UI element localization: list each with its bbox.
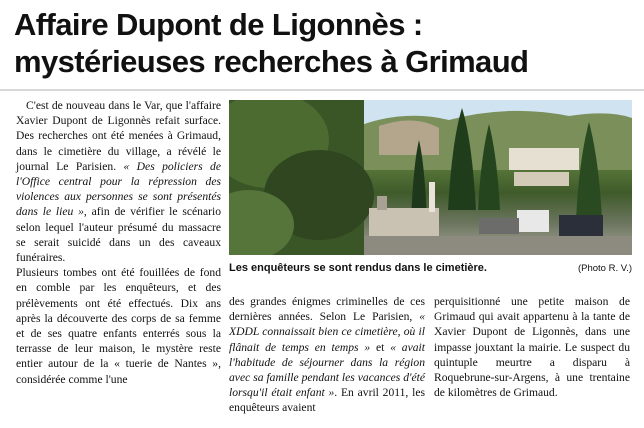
headline-line-2: mystérieuses recherches à Grimaud: [14, 44, 529, 79]
paragraph-3: [229, 294, 425, 416]
headline: [14, 6, 634, 80]
paragraph-2: Plusieurs tombes ont été fouillées de fond en comble par les enquêteurs, et des prélèvements ont été effectués. Dix ans après la découverte des corps de sa femme et de ses quatre enfants enterrés sous la terrasse de leur maison, le mystère reste entier autour de la « tuerie de Nantes », considérée comme l'une: [16, 266, 221, 386]
paragraph-1-text-a: C'est de nouveau dans le Var, que l'affaire Xavier Dupont de Ligonnès refait surface. Des recherches ont été menées à Grimaud, dans le cimetière du village, a révélé le journal Le Parisien.: [16, 99, 221, 173]
caption-text: Les enquêteurs se sont rendus dans le cimetière.: [229, 262, 487, 274]
paragraph-3-text-a: des grandes énigmes criminelles de ces dernières années. Selon Le Parisien,: [229, 295, 425, 324]
paragraph-1: [16, 98, 221, 265]
article-column-2: [229, 294, 425, 416]
cemetery-photo-illustration: [229, 100, 632, 255]
paragraph-3-quote-2: « avait l'habitude de séjourner dans la région avec sa famille pendant les vacances d'été lorsqu'il était enfant »: [229, 340, 425, 400]
article-column-1: [16, 98, 221, 387]
paragraph-3-text-b: et: [370, 340, 391, 354]
paragraph-1-text-b: , afin de vérifier le scénario selon lequel l'auteur présumé du massacre se serait suicidé dans un des caveaux funéraires.: [16, 205, 221, 265]
paragraph-4: perquisitionné une petite maison de Grimaud qui avait appartenu à la tante de Xavier Dupont de Ligonnès, dans une impasse jouxtant la mairie. Le suspect du quintuple meurtre a disparu à Roquebrune-sur-Argens, à une trentaine de kilomètres de Grimaud.: [434, 295, 630, 400]
article-column-3: [434, 294, 630, 400]
cemetery-photo: [229, 100, 632, 255]
paragraph-1-quote: « Des policiers de l'Office central pour la répression des violences aux personnes se sont présentés dans le lieu »: [16, 159, 221, 219]
paragraph-3-text-c: . En avril 2011, les enquêteurs avaient: [229, 386, 425, 415]
photo-caption: [229, 259, 632, 277]
headline-line-1: Affaire Dupont de Ligonnès :: [14, 7, 423, 42]
paragraph-3-quote-1: « XDDL connaissait bien ce cimetière, où il flânait de temps en temps »: [229, 310, 425, 354]
photo-credit: (Photo R. V.): [577, 263, 632, 274]
divider: [0, 89, 644, 91]
